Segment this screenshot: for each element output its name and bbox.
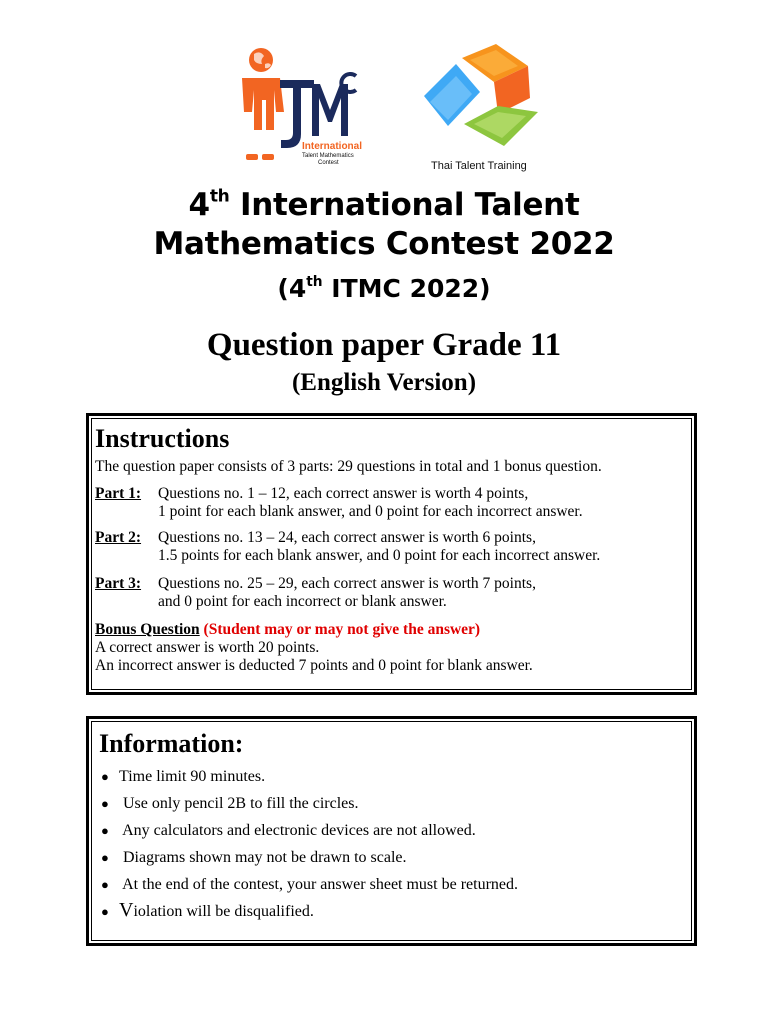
itmc-caption-line2: Talent Mathematics <box>302 153 354 159</box>
bonus-heading <box>95 621 480 639</box>
part-2-line1: Questions no. 13 – 24, each correct answer is worth 6 points, <box>158 529 536 546</box>
part-1-line1: Questions no. 1 – 12, each correct answer is worth 4 points, <box>158 485 529 502</box>
info-item-1 <box>101 767 265 786</box>
info-item-6 <box>101 901 314 921</box>
person-figure-icon <box>242 78 284 130</box>
info-item-5 <box>101 875 518 894</box>
title-ordinal: 4 <box>188 187 210 223</box>
bullet-icon: ● <box>101 850 109 865</box>
letter-jt-icon <box>280 80 314 148</box>
bullet-icon: ● <box>101 796 109 811</box>
paper-title: Question paper Grade 11 <box>206 327 562 363</box>
thai-talent-training-logo <box>400 36 570 176</box>
information-box <box>86 716 697 946</box>
title-ordinal-suffix: th <box>209 186 230 207</box>
info-item-3 <box>101 821 476 840</box>
part-2-line2: 1.5 points for each blank answer, and 0 point for each incorrect answer. <box>158 547 601 564</box>
abbr-open: (4 <box>277 274 307 303</box>
info-item-text: iolation will be disqualified. <box>133 903 314 920</box>
letter-c-icon <box>341 74 356 92</box>
ttt-caption: Thai Talent Training <box>431 160 527 172</box>
bonus-line2: An incorrect answer is deducted 7 points and 0 point for blank answer. <box>95 657 533 674</box>
part-1-line2: 1 point for each blank answer, and 0 point for each incorrect answer. <box>158 503 583 520</box>
contest-abbreviation <box>0 272 768 306</box>
abbr-ordinal-suffix: th <box>306 274 323 290</box>
itmc-caption-line3: Contest <box>318 160 339 166</box>
bullet-icon: ● <box>101 877 109 892</box>
title-line1-text: International Talent <box>229 187 580 223</box>
part-2-label: Part 2: <box>95 529 142 546</box>
bullet-icon: ● <box>101 904 109 919</box>
bullet-icon: ● <box>101 769 109 784</box>
info-item-initial: V <box>119 899 134 921</box>
letter-m-icon <box>312 84 348 136</box>
info-item-text: Any calculators and electronic devices are not allowed. <box>122 822 476 839</box>
contest-title-line1 <box>0 186 768 225</box>
info-item-text: Use only pencil 2B to fill the circles. <box>123 795 359 812</box>
contest-title <box>0 186 768 264</box>
itmc-caption-line1: International <box>302 141 363 152</box>
bullet-icon: ● <box>101 823 109 838</box>
bonus-line1: A correct answer is worth 20 points. <box>95 639 320 656</box>
bonus-note: (Student may or may not give the answer) <box>203 621 481 638</box>
bonus-label: Bonus Question <box>95 621 200 638</box>
part-3-label: Part 3: <box>95 575 142 592</box>
abbr-rest: ITMC 2022) <box>322 274 491 303</box>
instructions-box <box>86 413 697 695</box>
information-heading: Information: <box>99 729 244 758</box>
part-3-line2: and 0 point for each incorrect or blank answer. <box>158 593 447 610</box>
part-1-label: Part 1: <box>95 485 142 502</box>
info-item-4 <box>101 848 406 867</box>
info-item-text: Diagrams shown may not be drawn to scale. <box>123 849 407 866</box>
instructions-heading: Instructions <box>95 424 230 453</box>
instructions-intro: The question paper consists of 3 parts: 29 questions in total and 1 bonus question. <box>95 458 602 475</box>
contest-title-line2: Mathematics Contest 2022 <box>153 226 615 262</box>
info-item-text: Time limit 90 minutes. <box>119 768 266 785</box>
info-item-2 <box>101 794 359 813</box>
paper-version: (English Version) <box>291 369 477 396</box>
logo-header <box>0 0 768 190</box>
info-item-text: At the end of the contest, your answer sheet must be returned. <box>122 876 519 893</box>
part-3-line1: Questions no. 25 – 29, each correct answer is worth 7 points, <box>158 575 536 592</box>
